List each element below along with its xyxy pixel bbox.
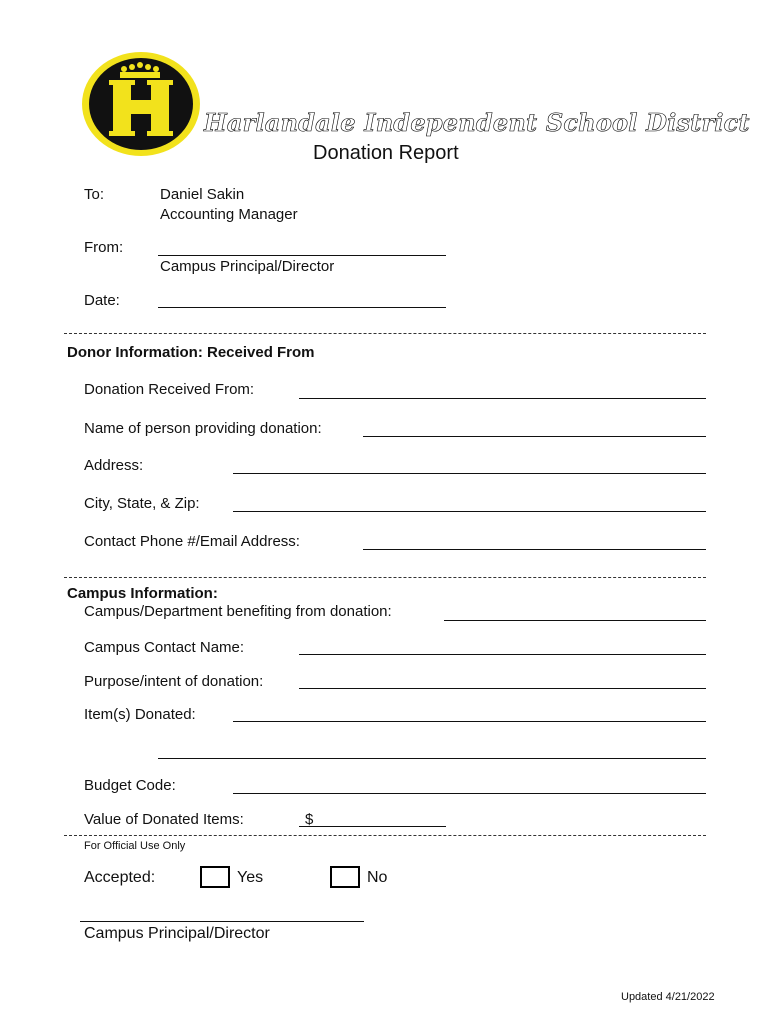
campus-contact-label: Campus Contact Name:	[84, 639, 245, 656]
to-name: Daniel Sakin	[160, 186, 245, 203]
yes-checkbox[interactable]	[200, 866, 230, 888]
items-donated-label: Item(s) Donated:	[84, 706, 196, 723]
no-label: No	[367, 869, 388, 886]
campus-contact-field[interactable]	[299, 654, 706, 655]
purpose-field[interactable]	[299, 688, 706, 689]
date-field[interactable]	[158, 307, 446, 308]
budget-code-field[interactable]	[233, 793, 706, 794]
purpose-label: Purpose/intent of donation:	[84, 673, 264, 690]
donor-heading: Donor Information: Received From	[67, 344, 315, 361]
page-title: Donation Report	[313, 142, 459, 164]
divider	[64, 333, 706, 334]
contact-field[interactable]	[363, 549, 706, 550]
updated-date: Updated 4/21/2022	[621, 991, 715, 1003]
from-label: From:	[84, 239, 124, 256]
currency-symbol: $	[305, 811, 314, 828]
received-from-label: Donation Received From:	[84, 381, 255, 398]
city-state-zip-label: City, State, & Zip:	[84, 495, 200, 512]
date-label: Date:	[84, 292, 120, 309]
department-field[interactable]	[444, 620, 706, 621]
address-field[interactable]	[233, 473, 706, 474]
to-title: Accounting Manager	[160, 206, 298, 223]
department-label: Campus/Department benefiting from donation:	[84, 603, 392, 620]
person-name-field[interactable]	[363, 436, 706, 437]
yes-label: Yes	[237, 869, 264, 886]
budget-code-label: Budget Code:	[84, 777, 176, 794]
accepted-label: Accepted:	[84, 869, 156, 886]
city-state-zip-field[interactable]	[233, 511, 706, 512]
value-label: Value of Donated Items:	[84, 811, 244, 828]
campus-heading: Campus Information:	[67, 585, 218, 602]
district-logo	[80, 50, 203, 158]
person-name-label: Name of person providing donation:	[84, 420, 322, 437]
from-field[interactable]	[158, 255, 446, 256]
divider	[64, 577, 706, 578]
official-use-heading: For Official Use Only	[84, 840, 186, 852]
district-name: Harlandale Independent School District	[204, 108, 750, 137]
divider	[64, 835, 706, 836]
value-field[interactable]	[299, 826, 446, 827]
address-label: Address:	[84, 457, 144, 474]
signature-label: Campus Principal/Director	[84, 925, 270, 942]
no-checkbox[interactable]	[330, 866, 360, 888]
received-from-field[interactable]	[299, 398, 706, 399]
items-donated-field-2[interactable]	[158, 758, 706, 759]
contact-label: Contact Phone #/Email Address:	[84, 533, 300, 550]
to-label: To:	[84, 186, 105, 203]
items-donated-field[interactable]	[233, 721, 706, 722]
signature-field[interactable]	[80, 921, 364, 922]
from-sublabel: Campus Principal/Director	[160, 258, 335, 275]
